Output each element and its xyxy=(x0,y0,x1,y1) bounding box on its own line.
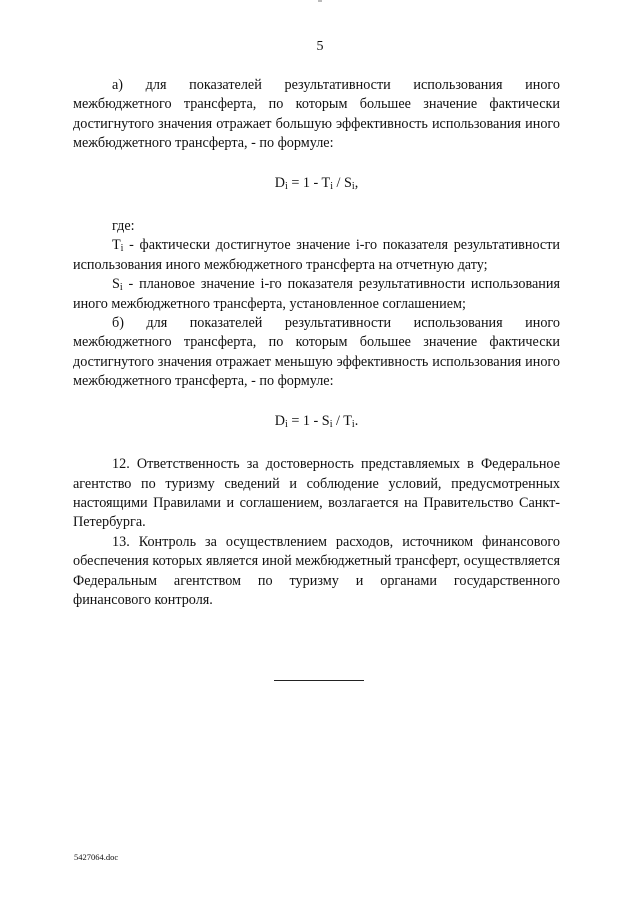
footer-file-code: 5427064.doc xyxy=(74,852,119,862)
definition-s-symbol: S xyxy=(112,276,120,293)
formula-1-mid-sub: i xyxy=(330,180,333,192)
formula-2-lhs-sub: i xyxy=(285,418,288,430)
definition-t-symbol: T xyxy=(112,237,121,254)
formula-2-rhs-sub: i xyxy=(351,418,355,430)
document-body xyxy=(73,76,560,610)
paragraph-item-a: а) для показателей результативности использования иного межбюджетного трансферта, по которым большее значение фактически достигнутого значения отражает большую эффективность использования иного межбюджетного трансферта, - по формуле: xyxy=(73,77,560,152)
formula-1-lhs-sub: i xyxy=(285,180,288,192)
formula-1-rhs-sub: i xyxy=(351,180,355,192)
closing-divider xyxy=(274,680,364,681)
formula-2-end: . xyxy=(354,412,359,429)
formula-2-divisor: / T xyxy=(332,412,352,429)
definition-s-sub: i xyxy=(119,282,123,294)
formula-2 xyxy=(73,412,560,431)
formula-2-middle: = 1 - S xyxy=(287,412,330,429)
formula-1-lhs: D xyxy=(274,174,285,191)
paragraph-item-12: 12. Ответственность за достоверность представляемых в Федеральное агентство по туризму сведений и соблюдение условий, предусмотренных настоящими Правилами и соглашением, возлагается на Правительство Санкт-Петербурга. xyxy=(73,456,560,531)
definition-t-text: - фактически достигнутое значение i-го показателя результативности использования иного межбюджетного трансферта на отчетную дату; xyxy=(73,237,560,273)
scan-mark xyxy=(318,0,322,2)
definition-t-sub: i xyxy=(120,243,124,255)
paragraph-item-b: б) для показателей результативности использования иного межбюджетного трансферта, по которым большее значение фактически достигнутого значения отражает меньшую эффективность использования иного межбюджетного трансферта, - по формуле: xyxy=(73,315,560,390)
formula-2-lhs: D xyxy=(274,412,285,429)
where-label: где: xyxy=(112,218,135,235)
formula-1 xyxy=(73,174,560,193)
definition-t xyxy=(73,236,560,275)
formula-1-end: , xyxy=(354,174,359,191)
definition-s-text: - плановое значение i-го показателя результативности использования иного межбюджетного трансферта, установленное соглашением; xyxy=(73,276,560,312)
formula-1-divisor: / S xyxy=(332,174,352,191)
page-number: 5 xyxy=(316,39,324,54)
formula-1-middle: = 1 - T xyxy=(287,174,331,191)
formula-2-mid-sub: i xyxy=(329,418,333,430)
definition-s xyxy=(73,275,560,314)
paragraph-item-13: 13. Контроль за осуществлением расходов, источником финансового обеспечения которых является иной межбюджетный трансферт, осуществляется Федеральным агентством по туризму и органами государственного финансового контроля. xyxy=(73,533,560,608)
